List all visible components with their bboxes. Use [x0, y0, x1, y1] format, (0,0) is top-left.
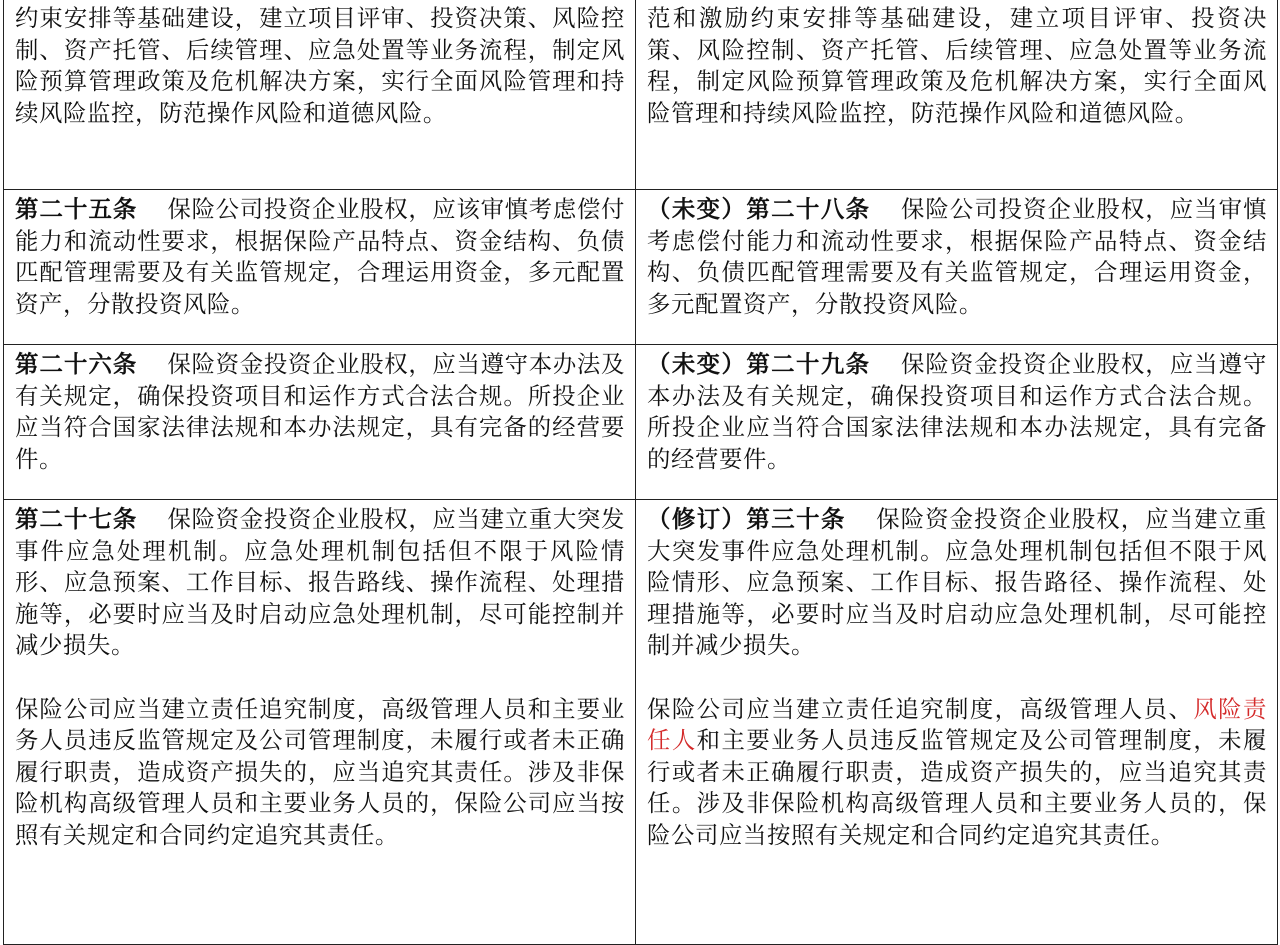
- article-body: 保险资金投资企业股权，应当遵守本办法及有关规定，确保投资项目和运作方式合法合规。所投企业应当符合国家法律法规和本办法规定，具有完备的经营要件。: [647, 350, 1267, 473]
- table-row: [4, 190, 1278, 345]
- article-body-paragraph-2: 保险公司应当建立责任追究制度，高级管理人员和主要业务人员违反监管规定及公司管理制度，未履行或者未正确履行职责，造成资产损失的，应当追究其责任。涉及非保险机构高级管理人员和主要业务人员的，保险公司应当按照有关规定和合同约定追究其责任。: [15, 694, 625, 849]
- article-body: 范和激励约束安排等基础建设，建立项目评审、投资决策、风险控制、资产托管、后续管理、应急处置等业务流程，制定风险预算管理政策及危机解决方案，实行全面风险管理和持续风险监控，防范操作风险和道德风险。: [647, 4, 1267, 127]
- original-text-cell: [4, 500, 636, 945]
- original-text-cell: [4, 190, 636, 345]
- article-heading: 第二十七条: [15, 505, 138, 533]
- table-row: [4, 345, 1278, 500]
- original-text-cell: [4, 0, 636, 190]
- article-heading: （修订）第三十条: [647, 505, 846, 533]
- revised-text-cell: [636, 345, 1278, 500]
- article-body: 保险资金投资企业股权，应当遵守本办法及有关规定，确保投资项目和运作方式合法合规。所投企业应当符合国家法律法规和本办法规定，具有完备的经营要件。: [15, 350, 625, 473]
- text-before-insertion: 保险公司应当建立责任追究制度，高级管理人员、: [647, 694, 1194, 723]
- article-heading: （未变）第二十九条: [647, 350, 871, 378]
- original-text-cell: [4, 345, 636, 500]
- article-body: 保险公司投资企业股权，应该审慎考虑偿付能力和流动性要求，根据保险产品特点、资金结构、负债匹配管理需要及有关监管规定，合理运用资金，多元配置资产，分散投资风险。: [15, 195, 625, 318]
- article-body-paragraph-2: [647, 694, 1267, 852]
- article-body: 保险资金投资企业股权，应当建立重大突发事件应急处理机制。应急处理机制包括但不限于风险情形、应急预案、工作目标、报告路线、操作流程、处理措施等，必要时应当及时启动应急处理机制，尽可能控制并减少损失。: [15, 505, 625, 660]
- article-body: 约束安排等基础建设，建立项目评审、投资决策、风险控制、资产托管、后续管理、应急处置等业务流程，制定风险预算管理政策及危机解决方案，实行全面风险管理和持续风险监控，防范操作风险和道德风险。: [15, 4, 625, 127]
- article-body: 保险公司投资企业股权，应当审慎考虑偿付能力和流动性要求，根据保险产品特点、资金结构、负债匹配管理需要及有关监管规定，合理运用资金，多元配置资产，分散投资风险。: [647, 195, 1267, 318]
- revised-text-cell: [636, 190, 1278, 345]
- comparison-table: [3, 0, 1278, 945]
- revised-text-cell: [636, 500, 1278, 945]
- article-heading: （未变）第二十八条: [647, 195, 871, 223]
- table-row: [4, 0, 1278, 190]
- inserted-text-highlight: 风险责任人: [647, 694, 1267, 755]
- revised-text-cell: [636, 0, 1278, 190]
- text-after-insertion: 和主要业务人员违反监管规定及公司管理制度，未履行或者未正确履行职责，造成资产损失的，应当追究其责任。涉及非保险机构高级管理人员和主要业务人员的，保险公司应当按照有关规定和合同约定追究其责任。: [647, 726, 1267, 849]
- table-row: [4, 500, 1278, 945]
- article-body: 保险资金投资企业股权，应当建立重大突发事件应急处理机制。应急处理机制包括但不限于风险情形、应急预案、工作目标、报告路径、操作流程、处理措施等，必要时应当及时启动应急处理机制，尽可能控制并减少损失。: [647, 505, 1267, 660]
- article-heading: 第二十五条: [15, 195, 138, 223]
- article-heading: 第二十六条: [15, 350, 138, 378]
